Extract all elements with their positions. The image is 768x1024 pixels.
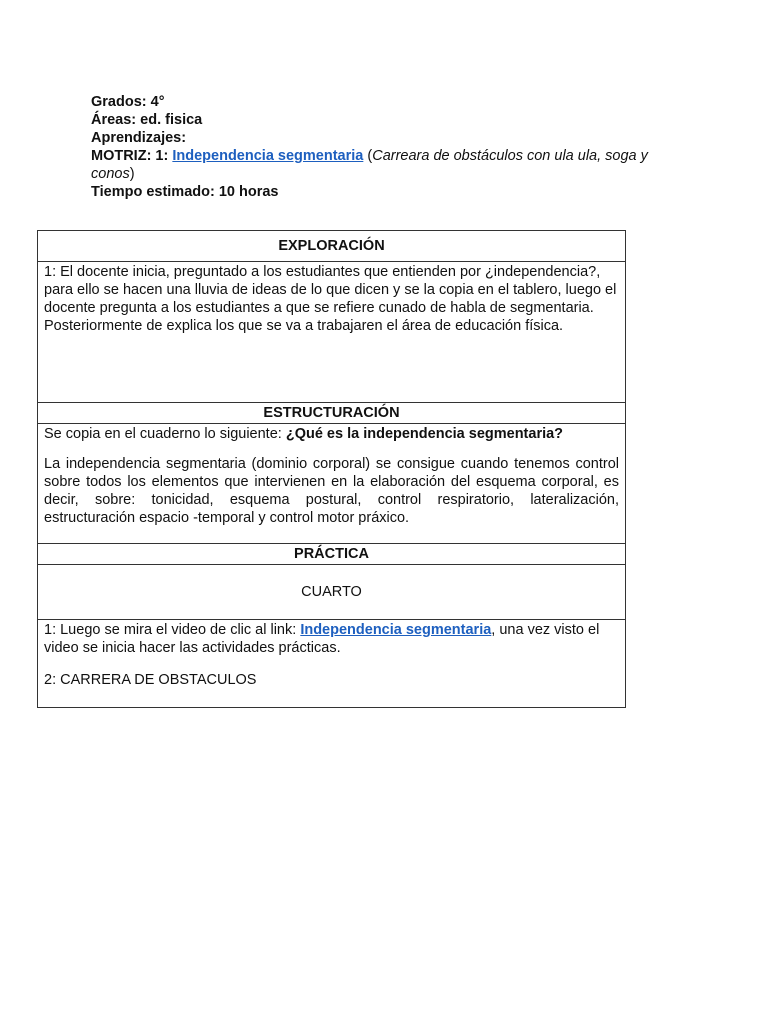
estructuracion-title: ESTRUCTURACIÓN	[38, 403, 626, 424]
tiempo-line	[91, 183, 681, 201]
tiempo-label: Tiempo estimado:	[91, 184, 215, 200]
exploracion-cell	[38, 262, 626, 403]
practica-grade: CUARTO	[38, 565, 626, 620]
motriz-close-paren: )	[129, 166, 135, 182]
motriz-link[interactable]: Independencia segmentaria	[172, 148, 364, 164]
estructuracion-question: ¿Qué es la independencia segmentaria?	[285, 426, 564, 442]
exploracion-text: 1: El docente inicia, preguntado a los estudiantes que entienden por ¿independencia?, para ello se hacen una lluvia de ideas de lo que dicen y se la copia en el tablero, luego el docente pregunta a los estudiantes a que se refiere cunado de habla de segmentaria. Posteriormente de explica los que se va a trabajaren el área de educación física.	[44, 264, 617, 334]
exploracion-header-row	[38, 231, 626, 262]
practica-step1-after: , una vez visto el video se inicia hacer las actividades prácticas.	[44, 622, 600, 656]
practica-activities-cell	[38, 620, 626, 708]
practica-step1	[44, 621, 619, 657]
estructuracion-intro: Se copia en el cuaderno lo siguiente:	[44, 426, 282, 442]
lesson-plan-table	[37, 230, 626, 708]
grados-value: 4°	[150, 94, 165, 110]
areas-value: ed. fisica	[140, 112, 203, 128]
tiempo-value: 10 horas	[218, 184, 279, 200]
exploracion-body-row	[38, 262, 626, 403]
practica-step1-before: 1: Luego se mira el video de clic al link:	[44, 622, 297, 638]
areas-label: Áreas:	[91, 112, 137, 128]
exploracion-title: EXPLORACIÓN	[38, 231, 626, 262]
practica-video-link[interactable]: Independencia segmentaria	[300, 622, 492, 638]
aprendizajes-line	[91, 129, 681, 147]
practica-step2: 2: CARRERA DE OBSTACULOS	[44, 672, 257, 688]
areas-line	[91, 111, 681, 129]
practica-header-row	[38, 544, 626, 565]
grados-label: Grados:	[91, 94, 147, 110]
estructuracion-body-row	[38, 424, 626, 544]
estructuracion-intro-line	[44, 425, 619, 443]
practica-grade-row	[38, 565, 626, 620]
estructuracion-header-row	[38, 403, 626, 424]
motriz-detail: Carreara de obstáculos con ula ula, soga y conos	[91, 148, 648, 182]
practica-activities-row	[38, 620, 626, 708]
practica-title: PRÁCTICA	[38, 544, 626, 565]
lesson-header	[91, 93, 681, 201]
motriz-open-paren: (	[367, 148, 373, 164]
motriz-label: MOTRIZ: 1:	[91, 148, 169, 164]
grados-line	[91, 93, 681, 111]
estructuracion-cell	[38, 424, 626, 544]
motriz-line	[91, 147, 681, 183]
estructuracion-paragraph: La independencia segmentaria (dominio corporal) se consigue cuando tenemos control sobre todos los elementos que intervienen en la elaboración del esquema corporal, es decir, sobre: tonicidad, esquema postural, control respiratorio, lateralización, estructuración espacio -temporal y control motor práxico.	[44, 456, 619, 526]
aprendizajes-label: Aprendizajes:	[91, 130, 187, 146]
